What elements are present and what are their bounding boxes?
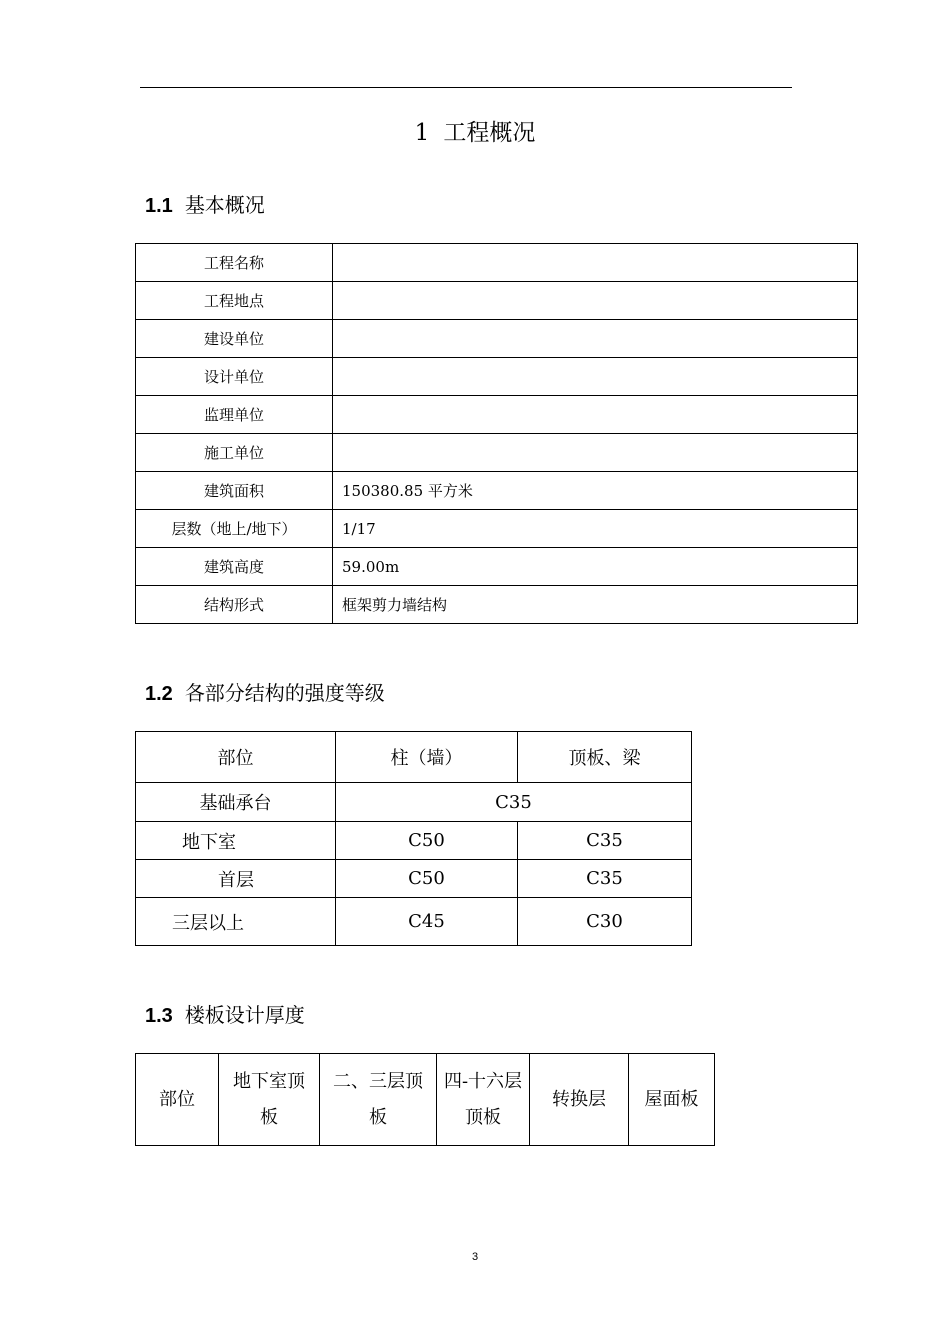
part-cell: 首层 [136,860,336,898]
row-label: 建筑高度 [136,548,333,586]
row-value: 1/17 [333,510,858,548]
table-row [136,320,858,358]
row-value [333,320,858,358]
page-number: 3 [471,1251,479,1263]
header-cell: 屋面板 [629,1054,715,1146]
row-value [333,396,858,434]
column-grade-cell: C50 [336,822,518,860]
section-heading-slab-thickness [145,1001,305,1030]
slab-grade-cell: C30 [518,898,692,946]
table-row [136,472,858,510]
header-cell: 地下室顶板 [219,1054,320,1146]
table-row [136,282,858,320]
row-value: 150380.85 平方米 [333,472,858,510]
header-rule [140,87,792,88]
table-row [136,898,692,946]
row-label: 工程地点 [136,282,333,320]
table-row [136,822,692,860]
table-row [136,434,858,472]
section-heading-strength-grades [145,679,385,708]
section-title: 楼板设计厚度 [184,1003,305,1027]
row-label: 建筑面积 [136,472,333,510]
section-title: 基本概况 [184,193,265,217]
header-cell: 部位 [136,1054,219,1146]
row-label: 工程名称 [136,244,333,282]
slab-grade-cell: C35 [518,822,692,860]
row-label: 结构形式 [136,586,333,624]
header-cell: 四-十六层顶板 [437,1054,530,1146]
table-row [136,396,858,434]
row-label: 建设单位 [136,320,333,358]
chapter-title [0,116,950,150]
section-heading-basic-info [145,191,265,220]
table-header-row [136,1054,715,1146]
row-label: 设计单位 [136,358,333,396]
row-value [333,244,858,282]
table-row [136,548,858,586]
row-value [333,434,858,472]
table-row [136,860,692,898]
table-row [136,358,858,396]
part-cell: 三层以上 [136,898,336,946]
header-cell: 二、三层顶板 [320,1054,437,1146]
table-row [136,783,692,822]
strength-grade-table [135,731,692,946]
header-cell: 顶板、梁 [518,732,692,783]
row-label: 施工单位 [136,434,333,472]
chapter-title-text: 工程概况 [443,120,536,146]
slab-thickness-table [135,1053,715,1146]
header-cell: 部位 [136,732,336,783]
section-number: 1.2 [145,683,173,705]
section-number: 1.3 [145,1005,173,1027]
basic-info-table [135,243,858,624]
row-value [333,282,858,320]
section-number: 1.1 [145,195,173,217]
chapter-number: 1 [414,120,430,146]
slab-grade-cell: C35 [518,860,692,898]
table-header-row [136,732,692,783]
table-row [136,586,858,624]
section-title: 各部分结构的强度等级 [184,681,385,705]
row-label: 监理单位 [136,396,333,434]
row-value: 59.00m [333,548,858,586]
row-value [333,358,858,396]
table-row [136,244,858,282]
column-grade-cell: C45 [336,898,518,946]
row-value: 框架剪力墙结构 [333,586,858,624]
part-cell: 地下室 [136,822,336,860]
row-label: 层数（地上/地下） [136,510,333,548]
part-cell: 基础承台 [136,783,336,822]
table-row [136,510,858,548]
column-grade-cell: C50 [336,860,518,898]
merged-grade-cell: C35 [336,783,692,822]
header-cell: 转换层 [530,1054,629,1146]
header-cell: 柱（墙） [336,732,518,783]
